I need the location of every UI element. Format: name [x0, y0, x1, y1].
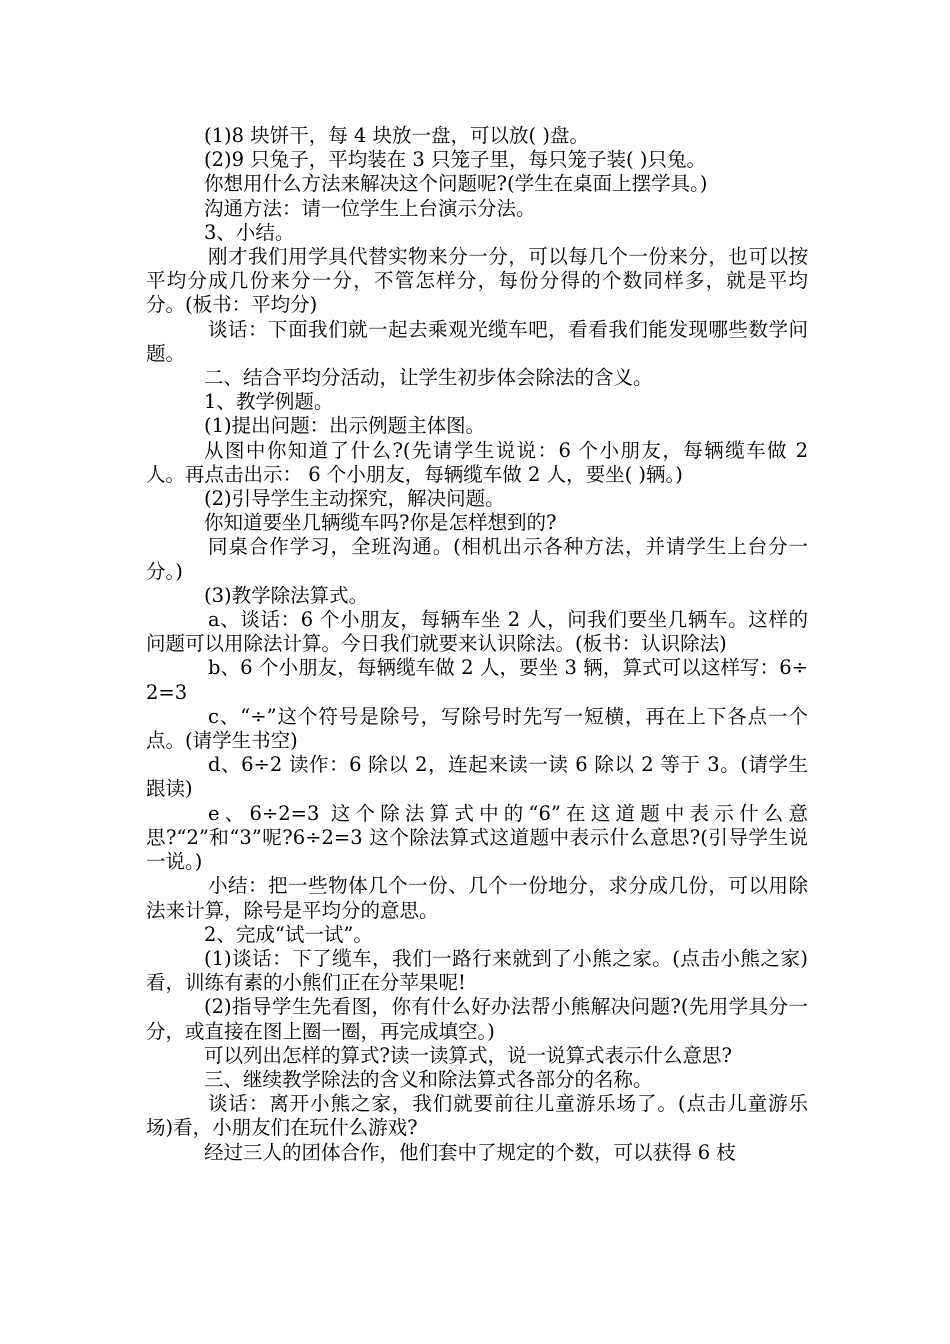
- section-heading: 3、小结。: [204, 220, 295, 244]
- paragraph: 刚才我们用学具代替实物来分一分，可以每几个一份来分，也可以按平均分成几份来分一分，不管怎样分，每份分得的个数同样多，就是平均分。(板书：平均分): [146, 245, 808, 317]
- paragraph: 你想用什么方法来解决这个问题呢?(学生在桌面上摆学具。): [204, 172, 708, 196]
- paragraph: 沟通方法：请一位学生上台演示分法。: [204, 196, 536, 220]
- paragraph: (2)9 只兔子，平均装在 3 只笼子里，每只笼子装( )只兔。: [204, 148, 706, 172]
- paragraph: d、6÷2 读作：6 除以 2，连起来读一读 6 除以 2 等于 3。(请学生跟读): [146, 753, 808, 801]
- paragraph: e、6÷2=3 这个除法算式中的“6”在这道题中表示什么意思?“2”和“3”呢?6÷2=3 这个除法算式这道题中表示什么意思?(引导学生说一说。): [146, 801, 808, 874]
- paragraph: 谈话：离开小熊之家，我们就要前往儿童游乐场了。(点击儿童游乐场)看，小朋友们在玩什么游戏?: [146, 1092, 808, 1140]
- paragraph: 同桌合作学习，全班沟通。(相机出示各种方法，并请学生上台分一分。): [146, 535, 808, 583]
- paragraph: 你知道要坐几辆缆车吗?你是怎样想到的?: [204, 511, 557, 535]
- paragraph: (3)教学除法算式。: [204, 583, 369, 607]
- section-heading: 2、完成“试一试”。: [204, 922, 373, 946]
- paragraph: 谈话：下面我们就一起去乘观光缆车吧，看看我们能发现哪些数学问题。: [146, 317, 808, 365]
- section-heading: 二、结合平均分活动，让学生初步体会除法的含义。: [204, 366, 653, 390]
- paragraph: (1)谈话：下了缆车，我们一路行来就到了小熊之家。(点击小熊之家)看，训练有素的小熊们正在分苹果呢!: [146, 946, 808, 995]
- paragraph: b、6 个小朋友，每辆缆车做 2 人，要坐 3 辆，算式可以这样写：6÷2=3: [146, 656, 808, 704]
- paragraph: a、谈话：6 个小朋友，每辆车坐 2 人，问我们要坐几辆车。这样的问题可以用除法计算。今日我们就要来认识除法。(板书：认识除法): [146, 608, 808, 656]
- paragraph: (2)指导学生先看图，你有什么好办法帮小熊解决问题?(先用学具分一分，或直接在图上圈一圈，再完成填空。): [146, 995, 808, 1043]
- paragraph: 经过三人的团体合作，他们套中了规定的个数，可以获得 6 枝: [204, 1140, 736, 1164]
- paragraph: 小结：把一些物体几个一份、几个一份地分，求分成几份，可以用除法来计算，除号是平均分的意思。: [146, 874, 808, 922]
- document-body: [146, 124, 808, 1165]
- section-heading: 三、继续教学除法的含义和除法算式各部分的名称。: [204, 1067, 653, 1091]
- paragraph: (1)8 块饼干，每 4 块放一盘，可以放( )盘。: [204, 124, 589, 147]
- paragraph: 可以列出怎样的算式?读一读算式，说一说算式表示什么意思?: [204, 1043, 732, 1067]
- paragraph: (2)引导学生主动探究，解决问题。: [204, 487, 505, 511]
- paragraph: c、“÷”这个符号是除号，写除号时先写一短横，再在上下各点一个点。(请学生书空): [146, 704, 808, 753]
- paragraph: (1)提出问题：出示例题主体图。: [204, 414, 486, 438]
- section-heading: 1、教学例题。: [204, 390, 334, 414]
- paragraph: 从图中你知道了什么?(先请学生说说：6 个小朋友，每辆缆车做 2 人。再点击出示： 6 个小朋友，每辆缆车做 2 人，要坐( )辆。): [146, 438, 808, 486]
